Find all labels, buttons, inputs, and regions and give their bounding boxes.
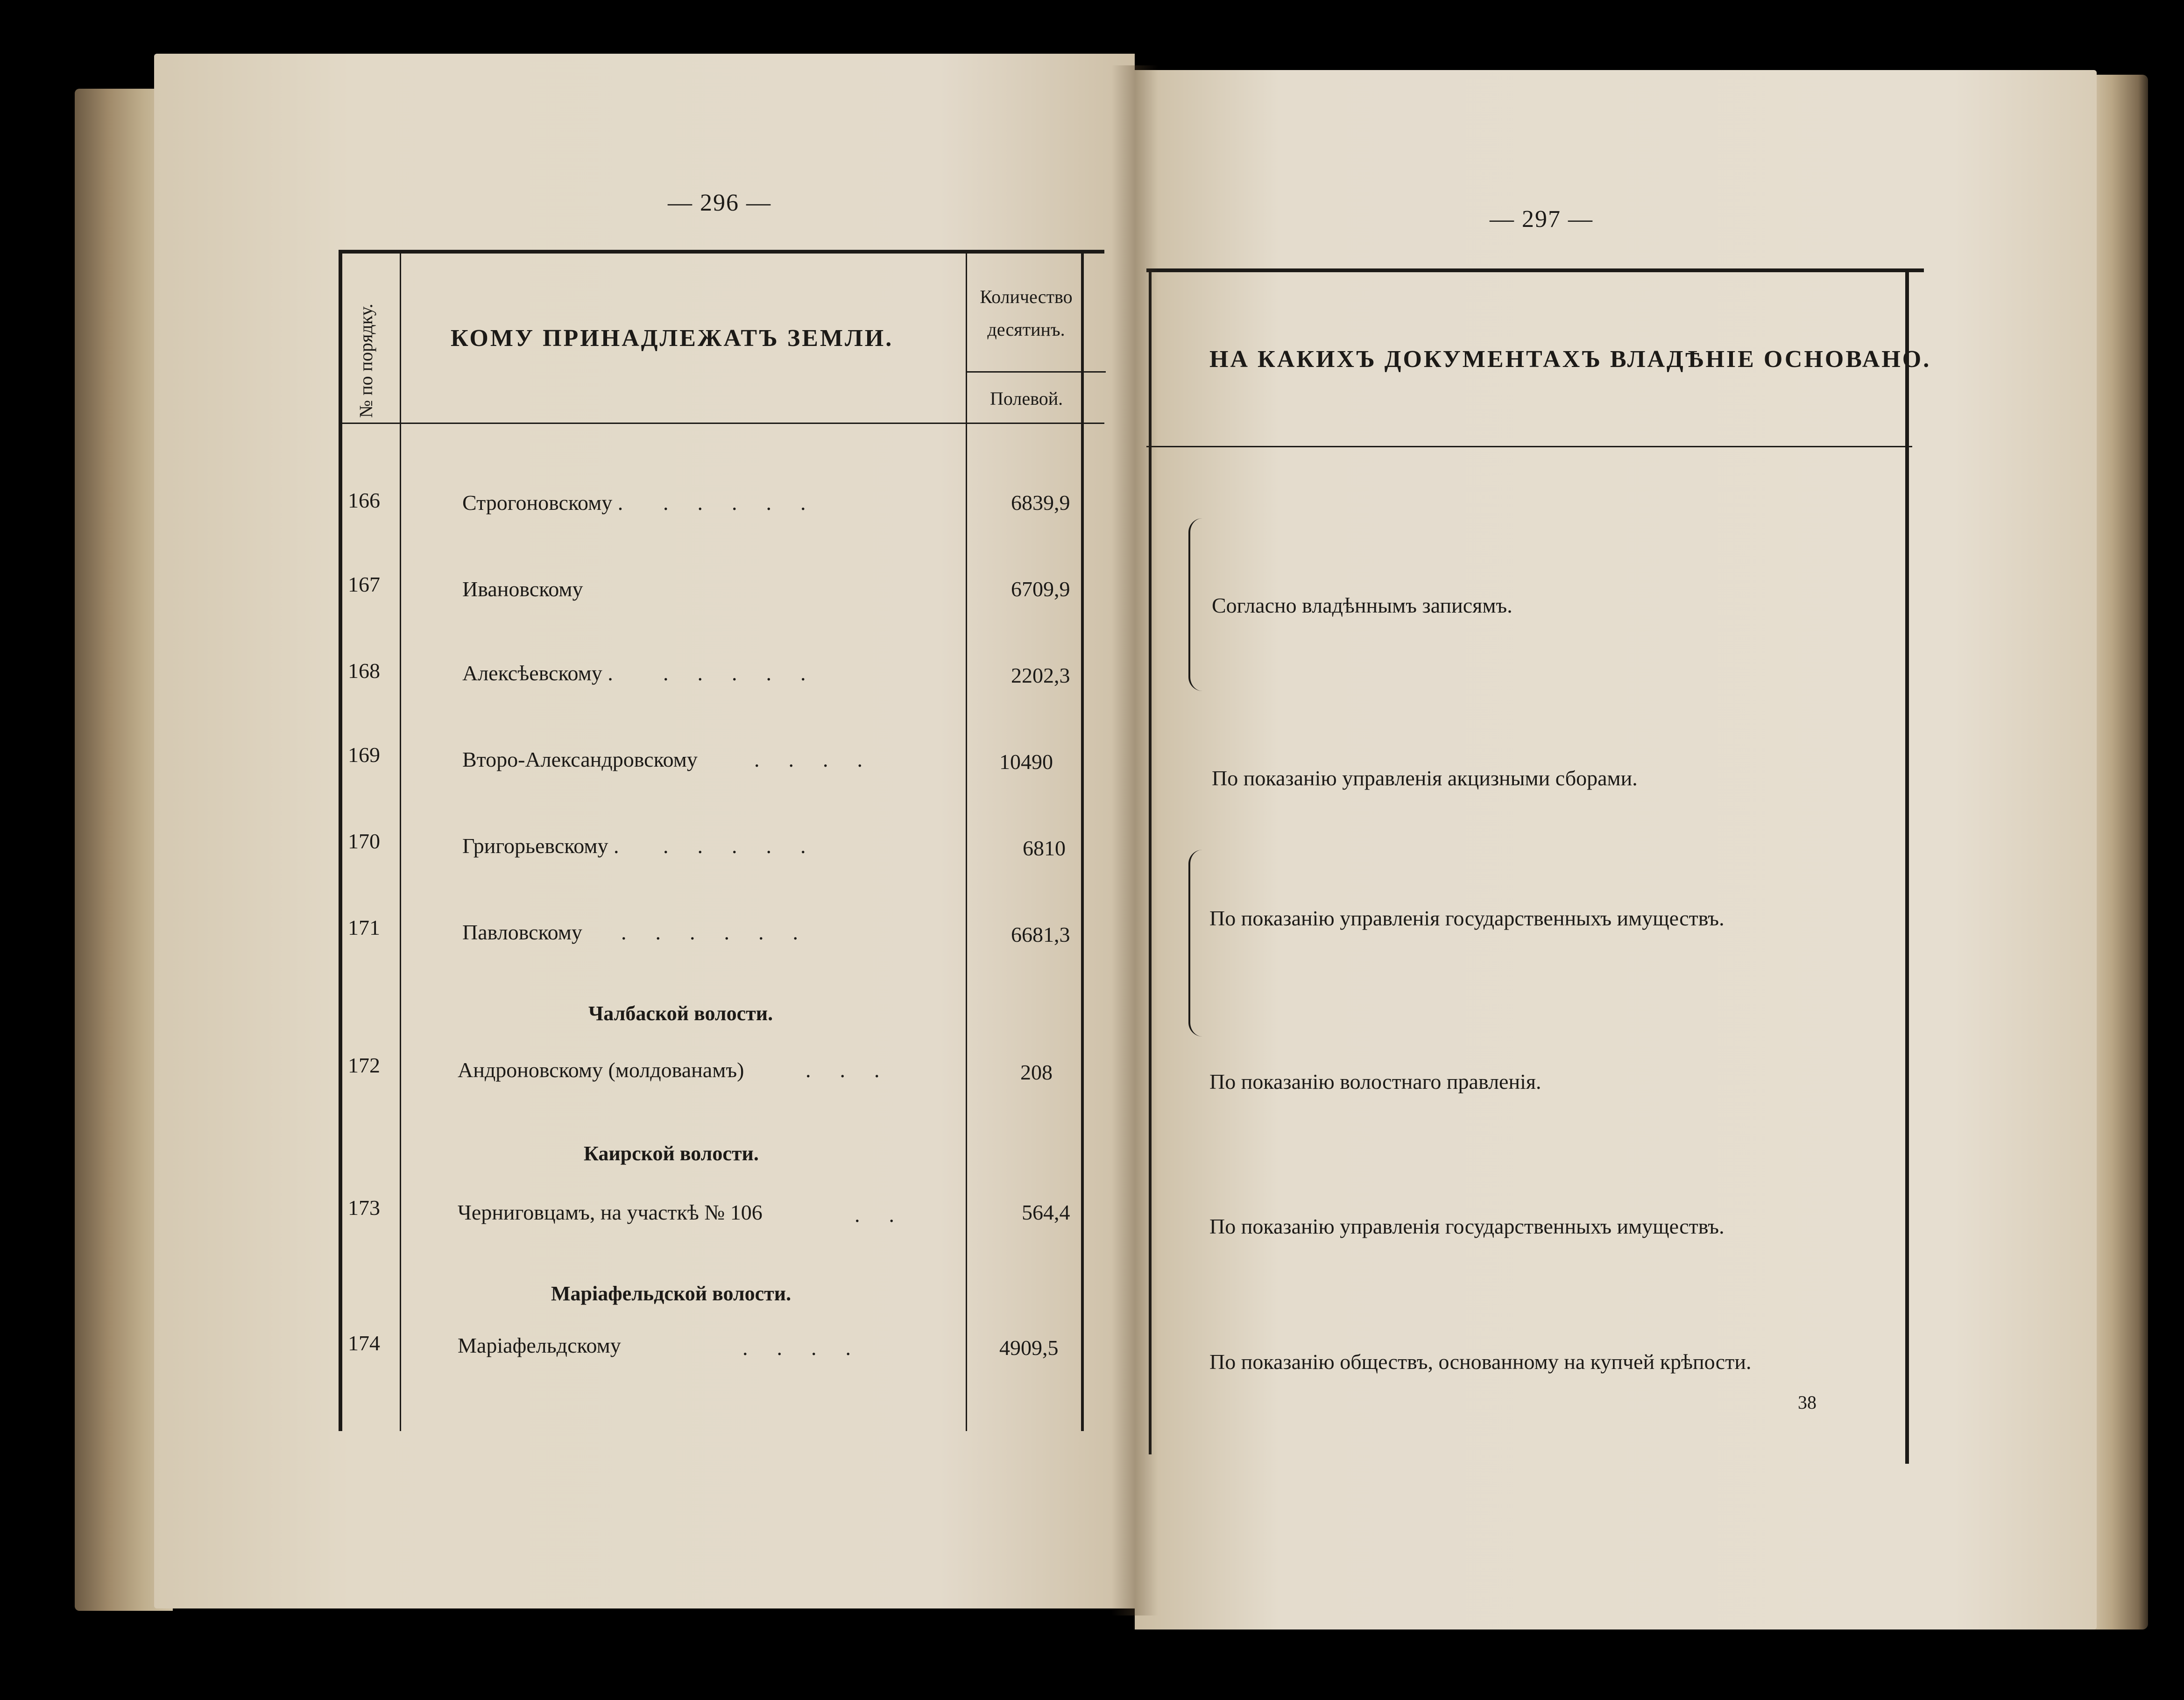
leader-dots: .. bbox=[855, 1203, 923, 1227]
section-heading: Маріафельдской волости. bbox=[551, 1282, 792, 1305]
row-number: 170 bbox=[348, 829, 380, 853]
row-owner: Строгоновскому . bbox=[462, 491, 623, 515]
leader-dots: ..... bbox=[663, 661, 835, 685]
leader-dots: .... bbox=[754, 748, 891, 771]
ownership-basis: Согласно владѣннымъ записямъ. bbox=[1212, 593, 1513, 617]
quantity-sub-rule bbox=[966, 371, 1106, 373]
row-owner: Григорьевскому . bbox=[462, 834, 619, 858]
row-number: 169 bbox=[348, 743, 380, 767]
row-owner: Ивановскому bbox=[462, 577, 583, 601]
field-column-header: Полевой. bbox=[990, 388, 1063, 409]
leader-dots: ... bbox=[806, 1058, 909, 1082]
row-value: 6681,3 bbox=[1011, 923, 1070, 946]
grouping-brace bbox=[1188, 518, 1204, 691]
table-top-rule bbox=[1146, 268, 1924, 272]
row-value: 208 bbox=[1020, 1060, 1053, 1084]
owner-column-header: КОМУ ПРИНАДЛЕЖАТЪ ЗЕМЛИ. bbox=[451, 325, 894, 352]
header-bottom-rule bbox=[339, 423, 1104, 424]
row-number: 168 bbox=[348, 659, 380, 683]
grouping-brace bbox=[1188, 850, 1204, 1037]
row-value: 6709,9 bbox=[1011, 577, 1070, 601]
ownership-basis: По показанію управленія государственныхъ имуществъ. bbox=[1209, 1214, 1725, 1238]
row-value: 6839,9 bbox=[1011, 491, 1070, 515]
quantity-col-rule bbox=[966, 250, 967, 1431]
book-gutter bbox=[1111, 65, 1158, 1615]
row-owner: Черниговцамъ, на участкѣ № 106 bbox=[458, 1200, 763, 1224]
signature-mark: 38 bbox=[1798, 1392, 1816, 1413]
header-bottom-rule bbox=[1146, 446, 1912, 447]
table-top-rule bbox=[339, 250, 1104, 254]
documents-column-header: НА КАКИХЪ ДОКУМЕНТАХЪ ВЛАДѢНІЕ ОСНОВАНО. bbox=[1209, 346, 1931, 373]
leader-dots: .... bbox=[742, 1336, 880, 1360]
leader-dots: ..... bbox=[663, 834, 835, 858]
leader-dots: ..... bbox=[663, 491, 835, 515]
ownership-basis: По показанію управленія государственныхъ имуществъ. bbox=[1209, 906, 1725, 930]
row-value: 10490 bbox=[999, 750, 1053, 774]
table-left-rule bbox=[339, 250, 342, 1431]
row-owner: Второ-Александровскому bbox=[462, 748, 698, 771]
row-value: 4909,5 bbox=[999, 1336, 1059, 1360]
row-owner: Алексѣевскому . bbox=[462, 661, 613, 685]
table-right-rule bbox=[1905, 268, 1909, 1464]
ownership-basis: По показанію волостнаго правленія. bbox=[1209, 1070, 1541, 1093]
row-value: 6810 bbox=[1023, 836, 1066, 860]
row-owner: Андроновскому (молдованамъ) bbox=[458, 1058, 744, 1082]
order-column-header: № по порядку. bbox=[355, 303, 376, 418]
page-number: — 297 — bbox=[1490, 206, 1593, 233]
row-value: 2202,3 bbox=[1011, 663, 1070, 687]
leader-dots: ...... bbox=[621, 920, 827, 944]
row-number: 172 bbox=[348, 1053, 380, 1077]
row-owner: Павловскому bbox=[462, 920, 582, 944]
row-number: 171 bbox=[348, 916, 380, 939]
row-number: 167 bbox=[348, 572, 380, 596]
quantity-column-header: Количество десятинъ. bbox=[980, 286, 1073, 340]
order-col-rule bbox=[400, 250, 401, 1431]
row-number: 174 bbox=[348, 1331, 380, 1355]
ownership-basis: По показанію управленія акцизными сборами. bbox=[1212, 766, 1638, 790]
section-heading: Чалбаской волости. bbox=[588, 1002, 773, 1025]
row-value: 564,4 bbox=[1022, 1200, 1070, 1224]
row-number: 166 bbox=[348, 488, 380, 512]
table-right-rule bbox=[1081, 250, 1084, 1431]
section-heading: Каирской волости. bbox=[584, 1142, 759, 1165]
row-owner: Маріафельдскому bbox=[458, 1333, 621, 1357]
page-number: — 296 — bbox=[668, 190, 771, 216]
row-number: 173 bbox=[348, 1196, 380, 1220]
ownership-basis: По показанію обществъ, основанному на купчей крѣпости. bbox=[1209, 1350, 1752, 1374]
left-page bbox=[154, 54, 1135, 1608]
right-page bbox=[1135, 70, 2097, 1629]
